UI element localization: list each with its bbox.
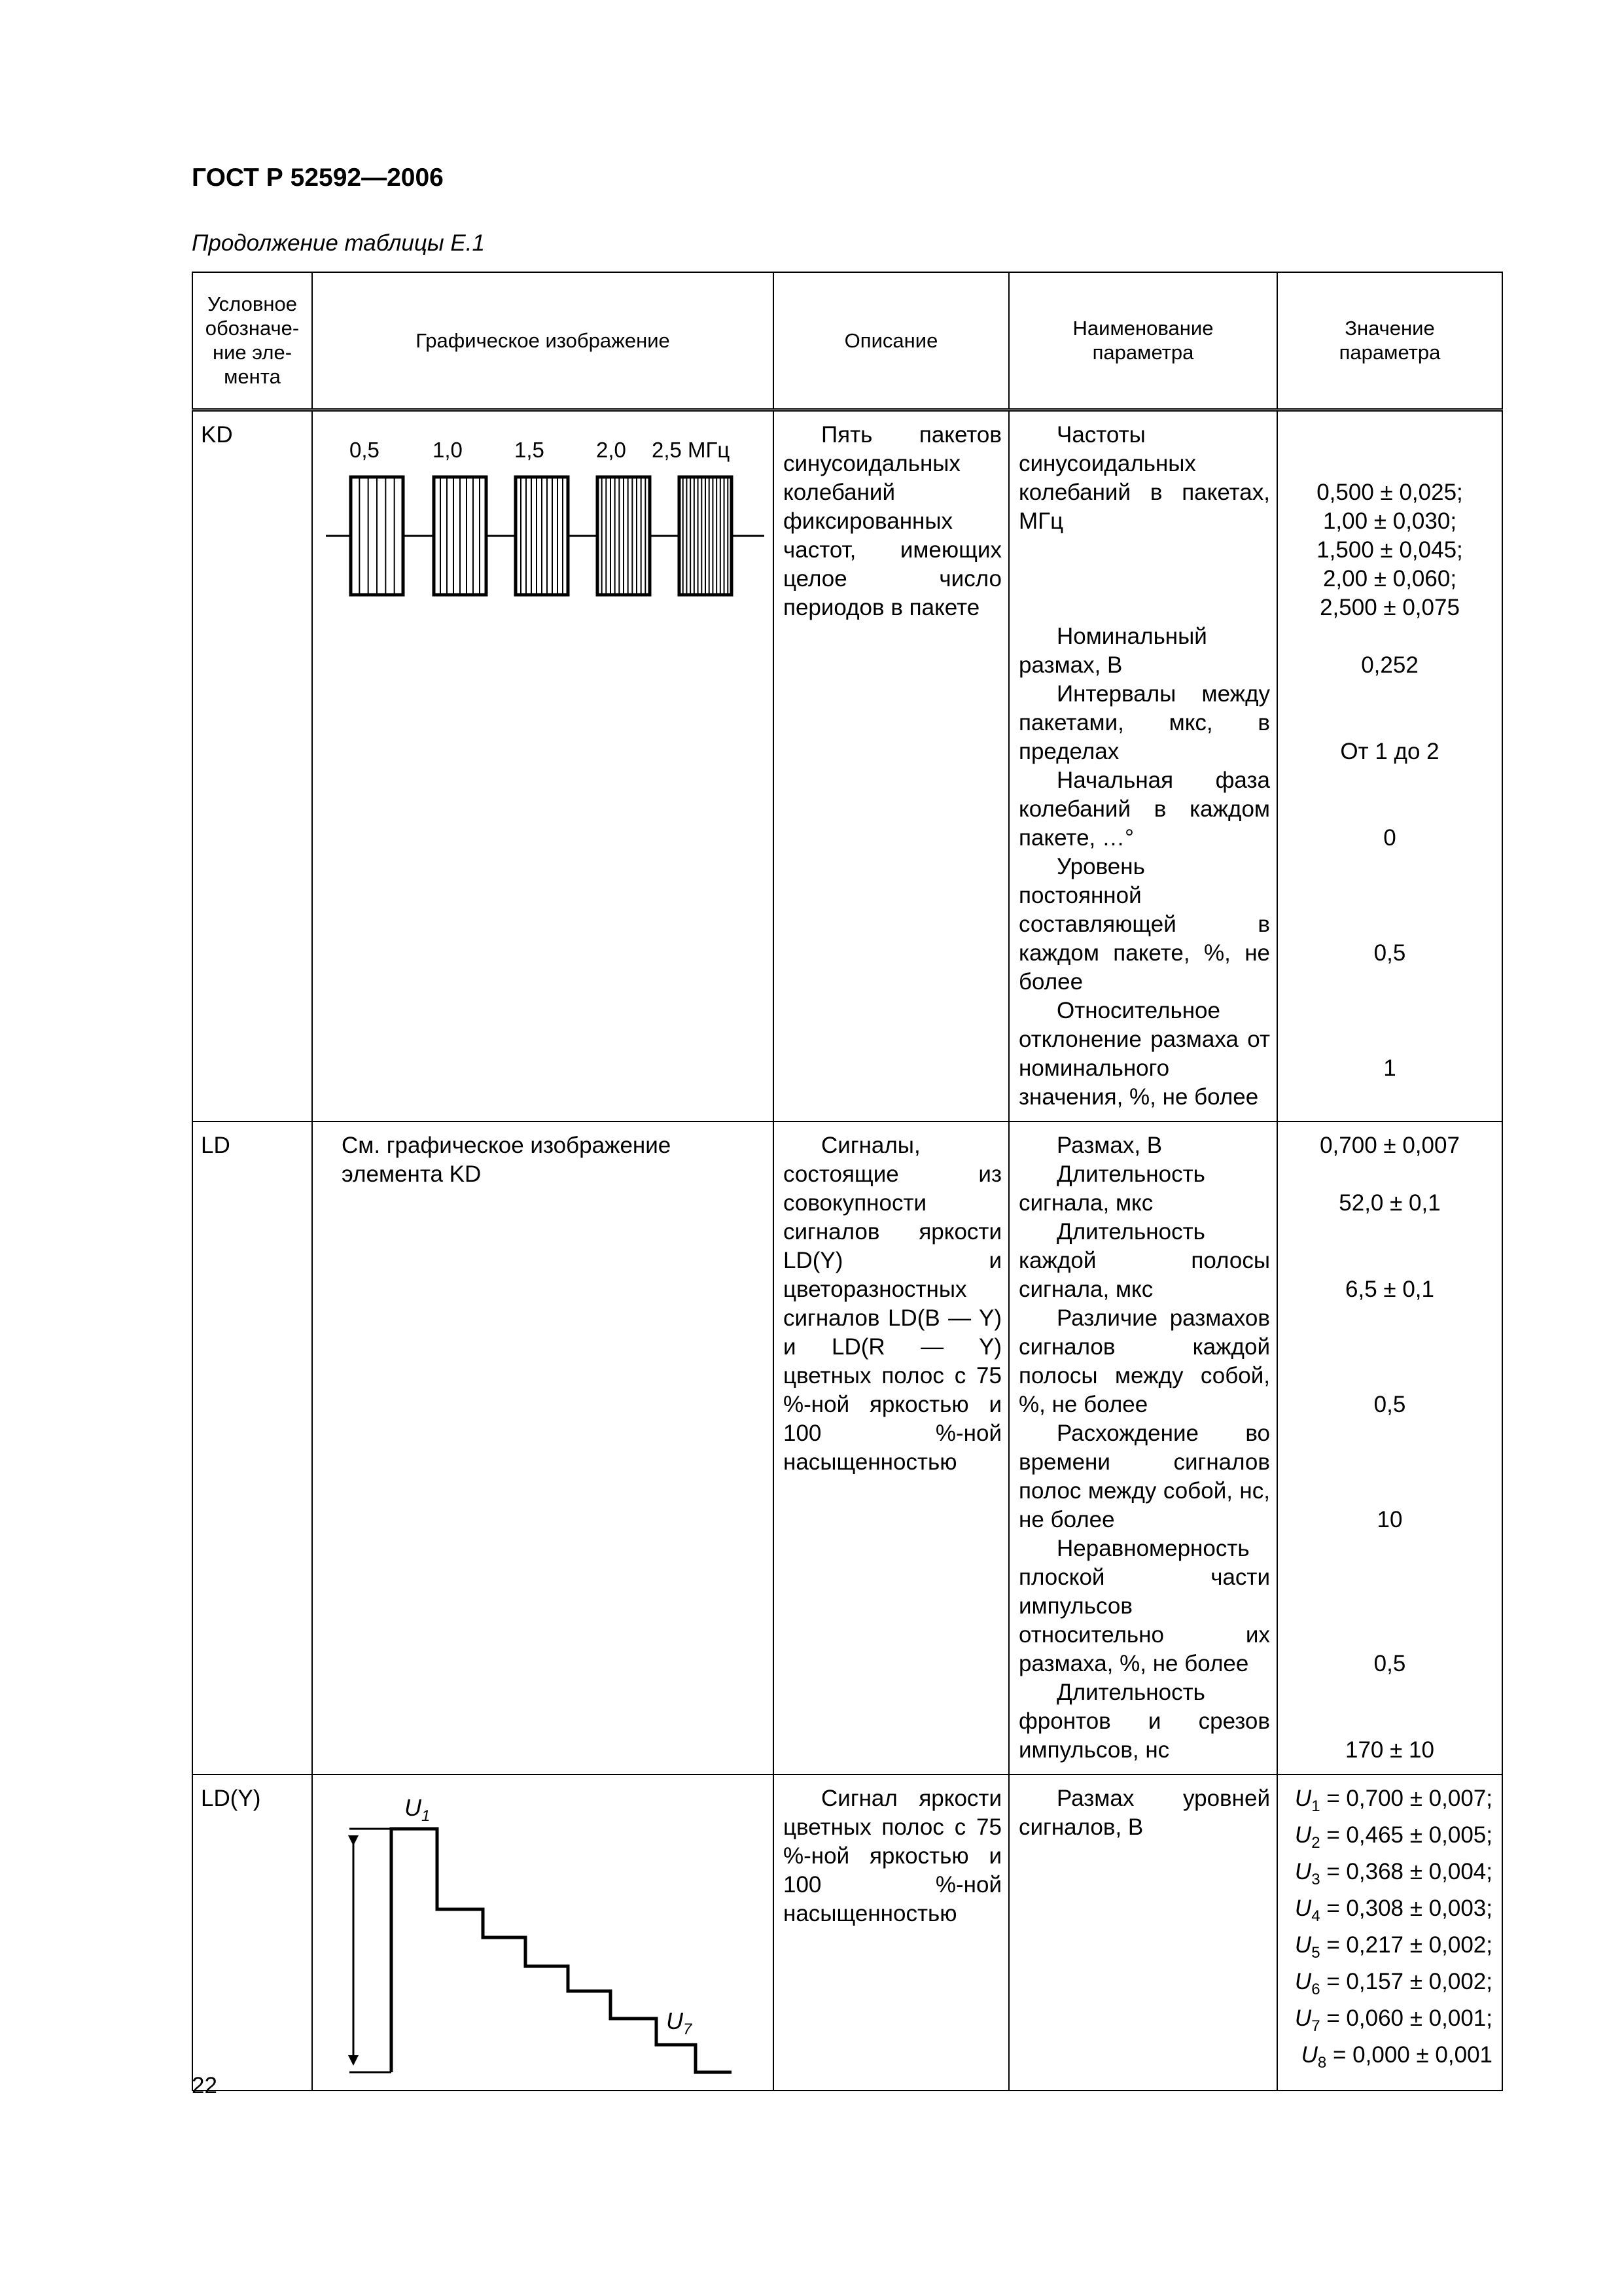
description-ldy: Сигнал яркости цветных полос с 75 %-ной яркостью и 100 %-ной насыщенностью — [773, 1775, 1009, 2091]
staircase-signal — [391, 1829, 732, 2072]
values-ld: 0,700 ± 0,007 52,0 ± 0,1 6,5 ± 0,1 0,5 10 0,5 170 ± 10 — [1277, 1122, 1502, 1775]
kd-graphic — [312, 410, 773, 1122]
values-kd: 0,500 ± 0,025; 1,00 ± 0,030; 1,500 ± 0,045; 2,00 ± 0,060; 2,500 ± 0,075 0,252 От 1 до 2 0 0,5 1 — [1277, 410, 1502, 1122]
ldy-value: $U_7 = 0,060 \pm 0,001$; — [1294, 2005, 1492, 2035]
table-header-row — [192, 272, 1502, 410]
ldy-staircase-diagram — [313, 1775, 774, 2083]
freq-label: 2,5 МГц — [652, 437, 730, 462]
table-row-ldy — [192, 1775, 1502, 2091]
parameters-kd: Частоты синусоидальных колебаний в пакетах, МГц Номинальный размах, В Интервалы между пакетами, мкс, в пределах Начальная фаза колебаний в каждом пакете, …° Уровень постоянной составляющей в каждом пакете, %, не более Относительное отклонение размаха от номинального значения, %, не более — [1009, 410, 1277, 1122]
parameters-ld: Размах, В Длительность сигнала, мкс Длительность каждой полосы сигнала, мкс Различие размахов сигналов каждой полосы между собой, %, не более Расхождение во времени сигналов полос между собой, нс, не более Неравномерность плоской части импульсов относительно их размаха, %, не более Длительность фронтов и срезов импульсов, нс — [1009, 1122, 1277, 1775]
column-header-parameter-name: Наименование параметра — [1009, 272, 1277, 410]
document-header: ГОСТ Р 52592—2006 — [192, 164, 444, 192]
ldy-graphic — [312, 1775, 773, 2091]
element-code-ld: LD — [192, 1122, 312, 1775]
ldy-value: $U_6 = 0,157 \pm 0,002$; — [1294, 1968, 1492, 1998]
column-header-graphic: Графическое изображение — [312, 272, 773, 410]
freq-label: 0,5 — [349, 437, 380, 462]
description-ld: Сигналы, состоящие из совокупности сигналов яркости LD(Y) и цветоразностных сигналов LD(B — Y) и LD(R — Y) цветных полос с 75 %-ной яркостью и 100 %-ной насыщенностью — [773, 1122, 1009, 1775]
page-number: 22 — [192, 2073, 217, 2098]
column-header-description: Описание — [773, 272, 1009, 410]
ldy-value: $U_2 = 0,465 \pm 0,005$; — [1294, 1822, 1492, 1852]
element-code-ldy: LD(Y) — [192, 1775, 312, 2091]
ldy-value: $U_5 = 0,217 \pm 0,002$; — [1294, 1932, 1492, 1962]
u7-label: $U_7$ — [666, 2007, 692, 2038]
column-header-code: Условное обозначе-ние эле-мента — [192, 272, 312, 410]
ldy-value: $U_1 = 0,700 \pm 0,007$; — [1294, 1785, 1492, 1815]
kd-packets-diagram — [313, 412, 774, 608]
freq-label: 2,0 — [596, 437, 626, 462]
values-ldy — [1277, 1775, 1502, 2091]
description-kd: Пять пакетов синусоидальных колебаний фиксированных частот, имеющих целое число периодов в пакете — [773, 410, 1009, 1122]
ldy-value: $U_4 = 0,308 \pm 0,003$; — [1294, 1895, 1492, 1925]
ldy-value: $U_8 = 0,000 \pm 0,001$ — [1301, 2041, 1492, 2072]
table-row-kd — [192, 410, 1502, 1122]
u1-label: $U_1$ — [404, 1793, 431, 1825]
ldy-value: $U_3 = 0,368 \pm 0,004$; — [1294, 1858, 1492, 1888]
column-header-parameter-value: Значение параметра — [1277, 272, 1502, 410]
freq-label: 1,0 — [432, 437, 463, 462]
parameters-table — [192, 272, 1503, 2091]
ld-graphic-text: См. графическое изображение элемента KD — [312, 1122, 773, 1775]
table-caption: Продолжение таблицы Е.1 — [192, 230, 485, 256]
freq-label: 1,5 — [514, 437, 544, 462]
parameters-ldy: Размах уровней сигналов, В — [1009, 1775, 1277, 2091]
table-row-ld — [192, 1122, 1502, 1775]
element-code-kd: KD — [192, 410, 312, 1122]
